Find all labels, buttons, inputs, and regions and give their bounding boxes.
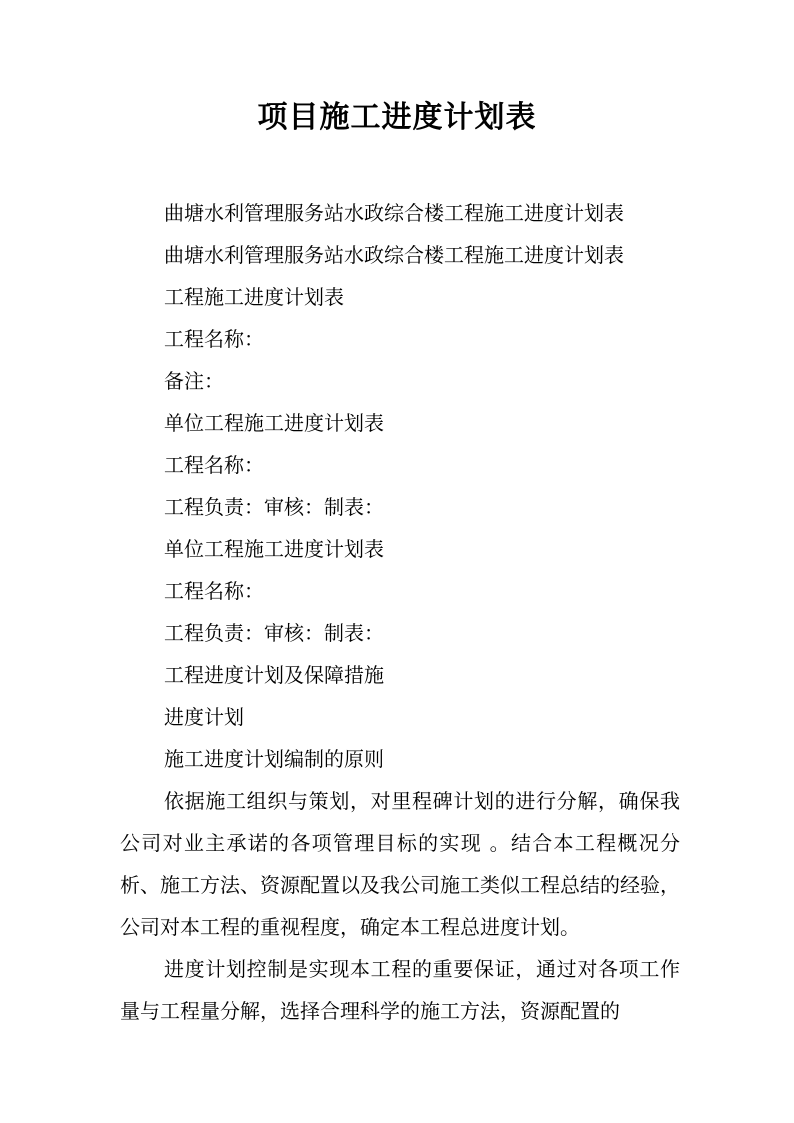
- text-line: 工程名称：: [164, 579, 264, 603]
- text-line: 工程负责：审核：制表：: [164, 621, 384, 645]
- document-body: [120, 192, 680, 1032]
- text-line: 工程施工进度计划表: [164, 285, 344, 309]
- text-line: 单位工程施工进度计划表: [164, 411, 384, 435]
- body-paragraph: 依据施工组织与策划，对里程碑计划的进行分解，确保我公司对业主承诺的各项管理目标的实现 。结合本工程概况分析、施工方法、资源配置以及我公司施工类似工程总结的经验，公司对本工程的重视程度，确定本工程总进度计划。: [120, 789, 680, 939]
- text-line: 工程名称：: [164, 327, 264, 351]
- text-line: 工程名称：: [164, 453, 264, 477]
- text-line: 备注：: [164, 369, 224, 393]
- text-line: 单位工程施工进度计划表: [164, 537, 384, 561]
- text-line: 施工进度计划编制的原则: [164, 747, 384, 771]
- text-line: 曲塘水利管理服务站水政综合楼工程施工进度计划表: [164, 201, 624, 225]
- text-line: 工程负责：审核：制表：: [164, 495, 384, 519]
- text-line: 进度计划: [164, 705, 244, 729]
- text-line: 曲塘水利管理服务站水政综合楼工程施工进度计划表: [164, 243, 624, 267]
- body-paragraph: 进度计划控制是实现本工程的重要保证，通过对各项工作量与工程量分解，选择合理科学的施工方法，资源配置的: [120, 957, 680, 1023]
- document-title: 项目施工进度计划表: [257, 100, 537, 135]
- text-line: 工程进度计划及保障措施: [164, 663, 384, 687]
